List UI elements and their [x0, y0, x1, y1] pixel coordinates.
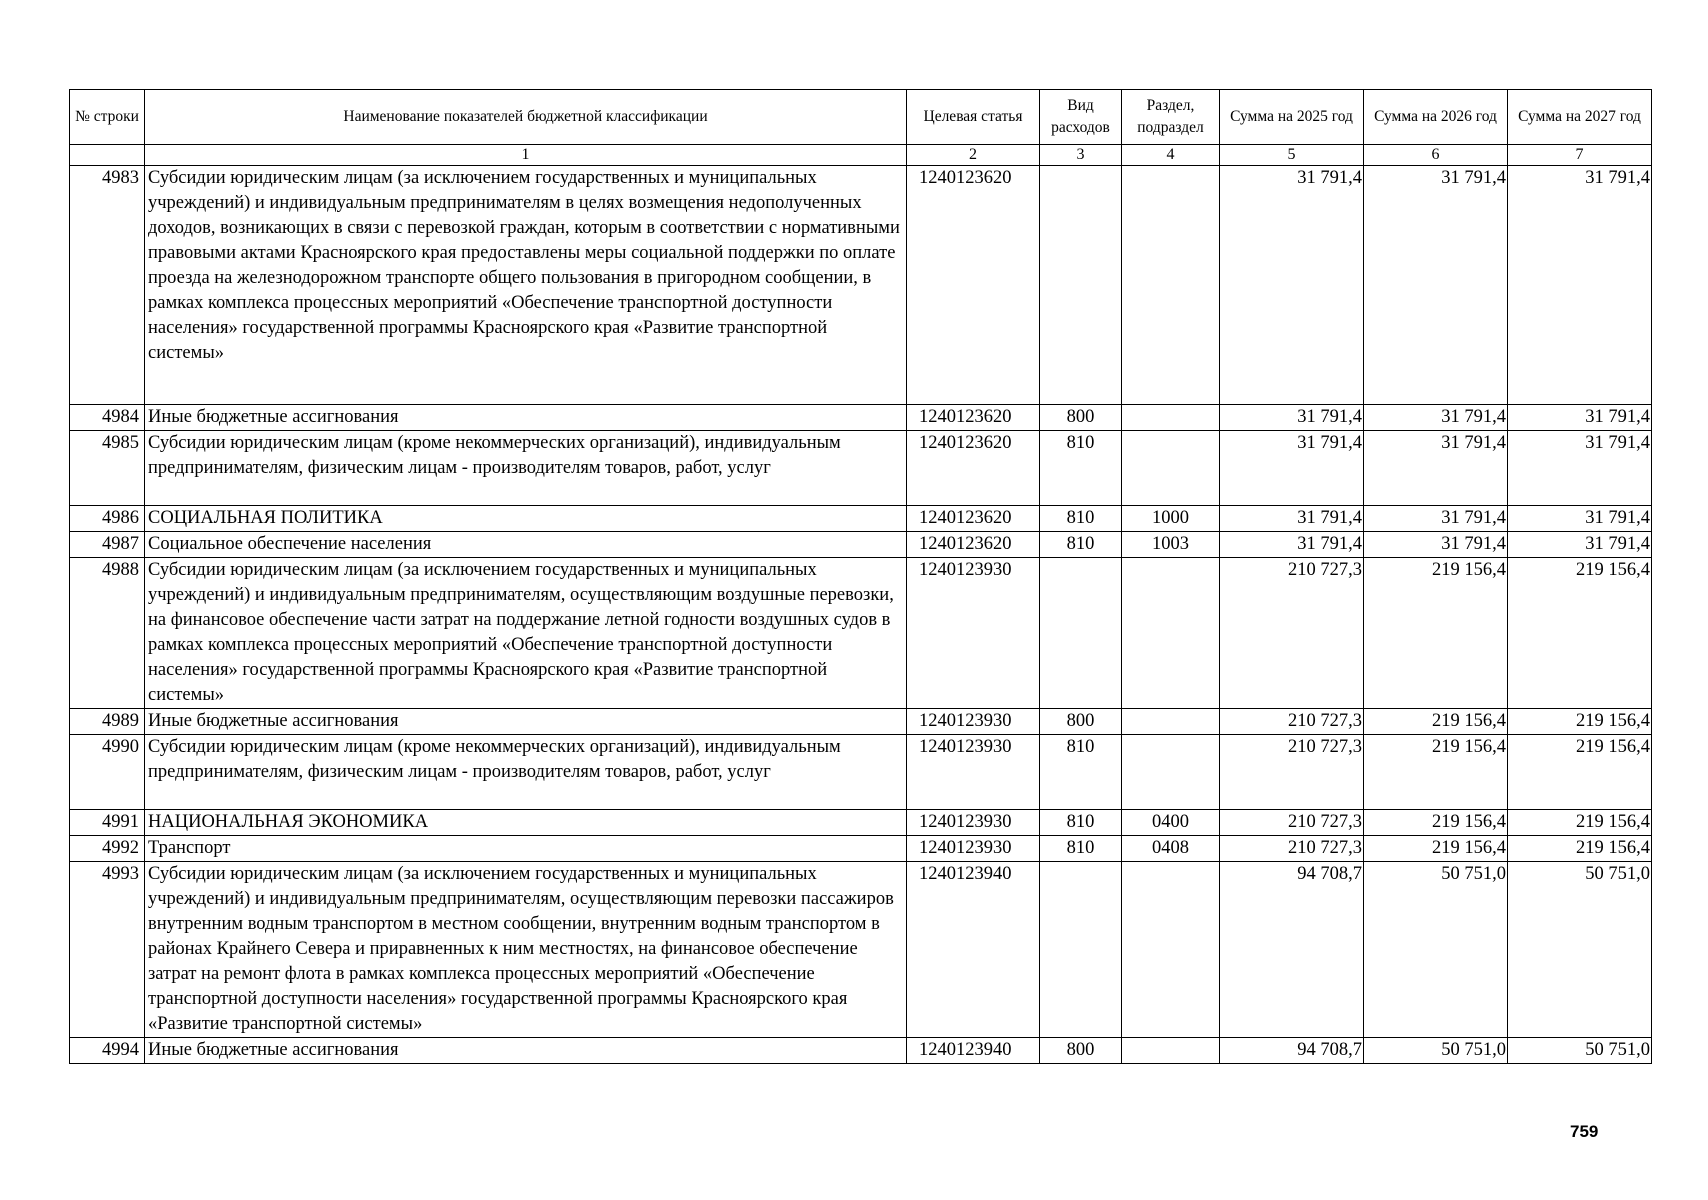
row-number: 4994: [70, 1038, 145, 1064]
table-row: [70, 166, 1652, 405]
row-sum-2027: 31 791,4: [1508, 506, 1652, 532]
col-header-section: Раздел, подраздел: [1122, 90, 1220, 145]
row-sum-2025: 94 708,7: [1220, 1038, 1364, 1064]
row-sum-2026: 31 791,4: [1364, 405, 1508, 431]
col-header-target: Целевая статья: [907, 90, 1040, 145]
row-target-article: 1240123930: [907, 810, 1040, 836]
row-number: 4987: [70, 532, 145, 558]
row-expense-kind: 810: [1040, 735, 1122, 810]
row-sum-2027: 31 791,4: [1508, 405, 1652, 431]
row-section: [1122, 735, 1220, 810]
row-name: Субсидии юридическим лицам (кроме некоммерческих организаций), индивидуальным предпринимателям, физическим лицам - производителям товаров, работ, услуг: [145, 431, 907, 506]
row-sum-2025: 31 791,4: [1220, 405, 1364, 431]
row-expense-kind: [1040, 166, 1122, 405]
row-sum-2026: 219 156,4: [1364, 836, 1508, 862]
row-sum-2025: 31 791,4: [1220, 532, 1364, 558]
row-target-article: 1240123620: [907, 431, 1040, 506]
col-header-sum2025: Сумма на 2025 год: [1220, 90, 1364, 145]
row-sum-2027: 219 156,4: [1508, 836, 1652, 862]
table-row: [70, 506, 1652, 532]
row-number: 4986: [70, 506, 145, 532]
row-sum-2025: 31 791,4: [1220, 166, 1364, 405]
col-number: 3: [1040, 145, 1122, 166]
row-section: 1003: [1122, 532, 1220, 558]
row-target-article: 1240123930: [907, 735, 1040, 810]
row-expense-kind: 810: [1040, 836, 1122, 862]
row-expense-kind: 810: [1040, 431, 1122, 506]
row-target-article: 1240123930: [907, 558, 1040, 709]
row-expense-kind: 810: [1040, 810, 1122, 836]
row-sum-2025: 210 727,3: [1220, 558, 1364, 709]
row-sum-2027: 31 791,4: [1508, 532, 1652, 558]
row-name: Субсидии юридическим лицам (кроме некоммерческих организаций), индивидуальным предпринимателям, физическим лицам - производителям товаров, работ, услуг: [145, 735, 907, 810]
row-target-article: 1240123620: [907, 166, 1040, 405]
row-name: СОЦИАЛЬНАЯ ПОЛИТИКА: [145, 506, 907, 532]
row-number: 4992: [70, 836, 145, 862]
row-sum-2027: 219 156,4: [1508, 558, 1652, 709]
row-number: 4990: [70, 735, 145, 810]
row-target-article: 1240123620: [907, 405, 1040, 431]
col-number: 4: [1122, 145, 1220, 166]
col-number: 6: [1364, 145, 1508, 166]
table-row: [70, 532, 1652, 558]
row-name: Субсидии юридическим лицам (за исключением государственных и муниципальных учреждений) и индивидуальным предпринимателям, осуществляющим воздушные перевозки, на финансовое обеспечение части затрат на поддержание летной годности воздушных судов в рамках комплекса процессных мероприятий «Обеспечение транспортной доступности населения» государственной программы Красноярского края «Развитие транспортной системы»: [145, 558, 907, 709]
row-expense-kind: 810: [1040, 506, 1122, 532]
row-name: Иные бюджетные ассигнования: [145, 405, 907, 431]
row-number: 4983: [70, 166, 145, 405]
col-number: 2: [907, 145, 1040, 166]
table-row: [70, 405, 1652, 431]
col-header-row-no: № строки: [70, 90, 145, 145]
row-section: 1000: [1122, 506, 1220, 532]
table-row: [70, 1038, 1652, 1064]
row-expense-kind: 810: [1040, 532, 1122, 558]
row-name: Социальное обеспечение населения: [145, 532, 907, 558]
col-header-sum2027: Сумма на 2027 год: [1508, 90, 1652, 145]
row-sum-2026: 50 751,0: [1364, 862, 1508, 1038]
header-row: [70, 90, 1652, 145]
table-row: [70, 558, 1652, 709]
row-expense-kind: [1040, 558, 1122, 709]
row-target-article: 1240123620: [907, 506, 1040, 532]
row-section: [1122, 166, 1220, 405]
row-number: 4993: [70, 862, 145, 1038]
col-number: 1: [145, 145, 907, 166]
col-number: 7: [1508, 145, 1652, 166]
col-number: [70, 145, 145, 166]
row-sum-2026: 31 791,4: [1364, 506, 1508, 532]
row-number: 4989: [70, 709, 145, 735]
row-section: [1122, 862, 1220, 1038]
col-number: 5: [1220, 145, 1364, 166]
row-target-article: 1240123930: [907, 836, 1040, 862]
row-expense-kind: [1040, 862, 1122, 1038]
col-header-sum2026: Сумма на 2026 год: [1364, 90, 1508, 145]
row-number: 4988: [70, 558, 145, 709]
row-target-article: 1240123940: [907, 1038, 1040, 1064]
row-target-article: 1240123940: [907, 862, 1040, 1038]
row-section: 0408: [1122, 836, 1220, 862]
row-section: [1122, 405, 1220, 431]
row-target-article: 1240123620: [907, 532, 1040, 558]
row-sum-2027: 50 751,0: [1508, 1038, 1652, 1064]
row-sum-2025: 210 727,3: [1220, 709, 1364, 735]
row-expense-kind: 800: [1040, 709, 1122, 735]
row-number: 4991: [70, 810, 145, 836]
row-sum-2026: 50 751,0: [1364, 1038, 1508, 1064]
row-sum-2026: 219 156,4: [1364, 735, 1508, 810]
row-sum-2025: 31 791,4: [1220, 506, 1364, 532]
row-name: Иные бюджетные ассигнования: [145, 709, 907, 735]
budget-table: [69, 89, 1652, 1064]
row-target-article: 1240123930: [907, 709, 1040, 735]
row-name: Иные бюджетные ассигнования: [145, 1038, 907, 1064]
row-sum-2026: 219 156,4: [1364, 709, 1508, 735]
row-name: НАЦИОНАЛЬНАЯ ЭКОНОМИКА: [145, 810, 907, 836]
row-sum-2026: 219 156,4: [1364, 558, 1508, 709]
row-sum-2026: 31 791,4: [1364, 431, 1508, 506]
table-row: [70, 810, 1652, 836]
row-sum-2025: 31 791,4: [1220, 431, 1364, 506]
row-sum-2026: 31 791,4: [1364, 532, 1508, 558]
table-row: [70, 709, 1652, 735]
row-sum-2025: 210 727,3: [1220, 735, 1364, 810]
row-sum-2025: 210 727,3: [1220, 836, 1364, 862]
table-row: [70, 735, 1652, 810]
row-section: [1122, 709, 1220, 735]
row-section: [1122, 1038, 1220, 1064]
page-number: 759: [1570, 1122, 1599, 1141]
table-row: [70, 431, 1652, 506]
row-sum-2027: 219 156,4: [1508, 735, 1652, 810]
row-section: [1122, 558, 1220, 709]
row-sum-2027: 31 791,4: [1508, 166, 1652, 405]
row-sum-2025: 94 708,7: [1220, 862, 1364, 1038]
row-number: 4984: [70, 405, 145, 431]
col-header-kind: Вид расходов: [1040, 90, 1122, 145]
row-section: [1122, 431, 1220, 506]
table-row: [70, 862, 1652, 1038]
row-sum-2027: 219 156,4: [1508, 709, 1652, 735]
row-sum-2027: 31 791,4: [1508, 431, 1652, 506]
row-expense-kind: 800: [1040, 1038, 1122, 1064]
row-sum-2027: 219 156,4: [1508, 810, 1652, 836]
row-sum-2026: 219 156,4: [1364, 810, 1508, 836]
row-section: 0400: [1122, 810, 1220, 836]
row-sum-2026: 31 791,4: [1364, 166, 1508, 405]
row-name: Транспорт: [145, 836, 907, 862]
row-expense-kind: 800: [1040, 405, 1122, 431]
row-sum-2025: 210 727,3: [1220, 810, 1364, 836]
row-number: 4985: [70, 431, 145, 506]
row-sum-2027: 50 751,0: [1508, 862, 1652, 1038]
row-name: Субсидии юридическим лицам (за исключением государственных и муниципальных учреждений) и индивидуальным предпринимателям, осуществляющим перевозки пассажиров внутренним водным транспортом в местном сообщении, внутренним водным транспортом в районах Крайнего Севера и приравненных к ним местностях, на финансовое обеспечение затрат на ремонт флота в рамках комплекса процессных мероприятий «Обеспечение транспортной доступности населения» государственной программы Красноярского края «Развитие транспортной системы»: [145, 862, 907, 1038]
column-number-row: [70, 145, 1652, 166]
table-row: [70, 836, 1652, 862]
col-header-name: Наименование показателей бюджетной классификации: [145, 90, 907, 145]
row-name: Субсидии юридическим лицам (за исключением государственных и муниципальных учреждений) и индивидуальным предпринимателям в целях возмещения недополученных доходов, возникающих в связи с перевозкой граждан, которым в соответствии с нормативными правовыми актами Красноярского края предоставлены меры социальной поддержки по оплате проезда на железнодорожном транспорте общего пользования в пригородном сообщении, в рамках комплекса процессных мероприятий «Обеспечение транспортной доступности населения» государственной программы Красноярского края «Развитие транспортной системы»: [145, 166, 907, 405]
